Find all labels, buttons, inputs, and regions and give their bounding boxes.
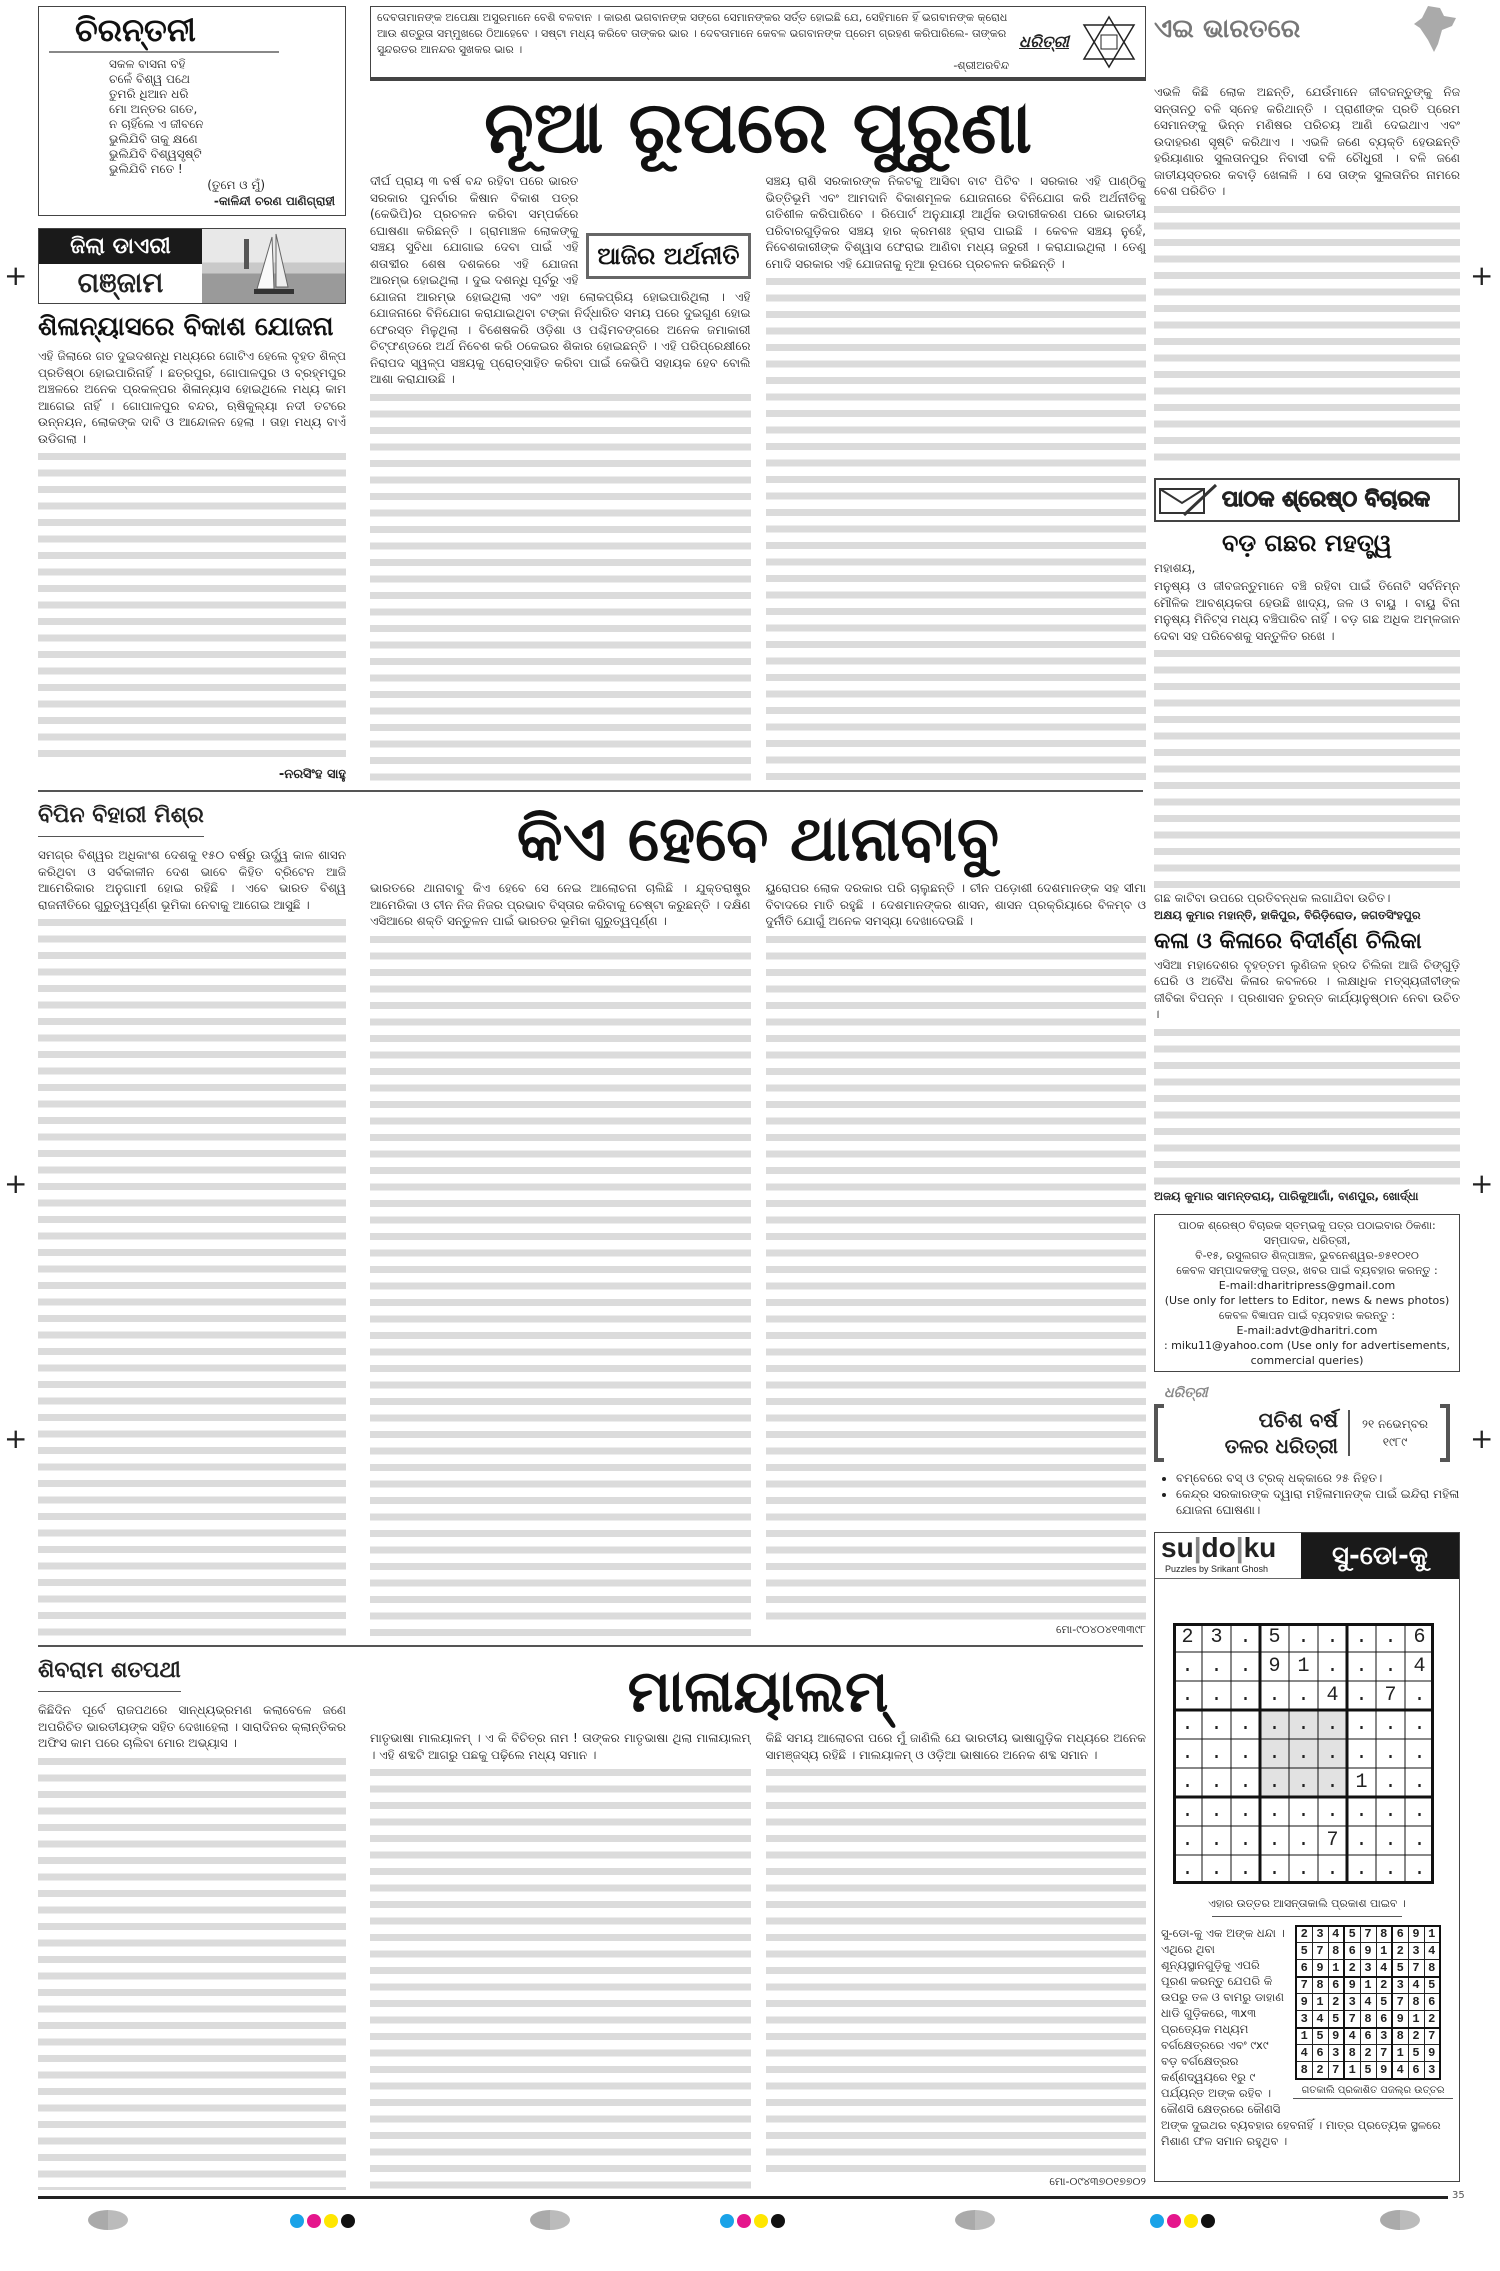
solution-cell: 3 [1360,1960,1376,1977]
section-divider [38,1645,1143,1647]
solution-cell: 3 [1328,2045,1344,2062]
inset-title: ଆଜିର ଅର୍ଥନୀତି [597,242,740,270]
district-diary-label: ଜିଲା ଡାଏରୀ [39,229,202,264]
color-registration-dot [324,2214,338,2228]
story2-main [370,798,1146,1638]
poem-line: ନ ଚାହିଁଲେ ଏ ଜୀବନେ [109,117,204,131]
color-registration-dot [290,2214,304,2228]
brand-do: do [1201,1531,1236,1563]
cmyk-marks [1150,2213,1218,2232]
solution-cell: 4 [1392,2062,1408,2079]
poem-line: ସକଳ ବାସନା ବହି [109,57,186,71]
solution-cell: 3 [1376,2028,1392,2045]
solution-cell: 7 [1392,1994,1408,2011]
solution-cell: 6 [1328,1977,1344,1994]
right-intro-column [1154,84,1460,470]
poem-line: ମୋ ଅନ୍ତର ଗତେ, [109,102,198,116]
solution-cell: 8 [1328,1943,1344,1960]
solution-cell: 3 [1392,1977,1408,1994]
solution-cell: 1 [1296,2028,1312,2045]
story2-byline: ବିପିନ ବିହାରୀ ମିଶ୍ର [38,800,204,837]
letter1-closing: ଗଛ କାଟିବା ଉପରେ ପ୍ରତିବନ୍ଧକ ଲଗାଯିବା ଉଚିତ। [1154,891,1391,906]
solution-cell: 5 [1328,2011,1344,2028]
sudoku-row[interactable]: .....7... [1181,1828,1443,1852]
color-registration-dot [1150,2214,1164,2228]
solution-cell: 7 [1312,1943,1328,1960]
color-registration-dot [737,2214,751,2228]
solution-cell: 9 [1328,2028,1344,2045]
column-logo-text: ଏଇ ଭାରତରେ [1154,13,1301,44]
story2-left [38,800,346,1638]
contact-line: ବି-୧୫, ରସୁଲଗଡ ଶିଳ୍ପାଞ୍ଚଳ, ଭୁବନେଶ୍ୱର-୭୫୧୦୧୦ [1195,1248,1419,1262]
solution-cell: 5 [1392,1960,1408,1977]
star-emblem-icon [1079,15,1139,69]
solution-cell: 3 [1296,2011,1312,2028]
solution-cell: 8 [1312,1977,1328,1994]
story3-headline: ମାଳାୟାଲମ୍ [627,1657,889,1725]
sudoku-grid [1173,1623,1443,1884]
solution-cell: 9 [1376,2062,1392,2079]
crop-mark: + [4,1167,28,1200]
solution-cell: 8 [1344,2045,1360,2062]
letters-title: ପାଠକ ଶ୍ରେଷ୍ଠ ବିଚାରକ [1222,487,1431,513]
poem-source: (ତୁମେ ଓ ମୁଁ) [207,178,265,192]
solution-cell: 6 [1392,1926,1408,1943]
solution-cell: 5 [1344,1926,1360,1943]
letter2-body: ଏସିଆ ମହାଦେଶର ବୃହତ୍ତମ ଲୁଣିଜଳ ହ୍ରଦ ଚିଲିକା ଆଜି ଚିଙ୍ଗୁଡ଼ି ଘେରି ଓ ଅବୈଧ କିଳାର କବଳରେ । ଲକ୍ଷାଧିକ ମତ୍ସ୍ୟଜୀବୀଙ୍କ ଜୀବିକା ବିପନ୍ନ । ପ୍ରଶାସନ ତୁରନ୍ତ କାର୍ଯ୍ୟାନୁଷ୍ଠାନ ନେବା ଉଚିତ । [1154,957,1460,1022]
solution-cell: 8 [1424,1960,1440,1977]
sudoku-row[interactable]: .....4.7. [1181,1683,1443,1707]
lead-column-1-flow [370,173,751,390]
solution-cell: 8 [1360,2011,1376,2028]
solution-cell: 7 [1424,2028,1440,2045]
sudoku-row[interactable]: ......1.. [1181,1770,1443,1794]
contact-box [1154,1214,1460,1372]
archive-brand: ଧରିତ୍ରୀ [1164,1384,1208,1401]
lead-column-1 [370,173,751,784]
solution-cell: 9 [1296,1994,1312,2011]
quote-attribution: -ଶ୍ରୀଅରବିନ୍ଦ [953,59,1010,72]
letter1-body: ମନୁଷ୍ୟ ଓ ଜୀବଜନ୍ତୁମାନେ ବଞ୍ଚି ରହିବା ପାଇଁ ତିନୋଟି ସର୍ବନିମ୍ନ ମୌଳିକ ଆବଶ୍ୟକତା ହେଉଛି ଖାଦ୍ୟ, ଜଳ ଓ ବାୟୁ । ବାୟୁ ବିନା ମନୁଷ୍ୟ ମିନିଟ୍ସ ମଧ୍ୟ ବଞ୍ଚିପାରିବ ନାହିଁ । ବଡ଼ ଗଛ ଅଧିକ ଅମ୍ଳଜାନ ଦେବା ସହ ପରିବେଶକୁ ସନ୍ତୁଳିତ ରଖେ । [1154,579,1460,643]
right-intro-body: ଏଭଳି କିଛି ଲୋକ ଅଛନ୍ତି, ଯେଉଁମାନେ ଜୀବଜନ୍ତୁଙ୍କୁ ନିଜ ସନ୍ତାନଠୁ ବଳି ସ୍ନେହ କରିଥାନ୍ତି । ପ୍ରାଣୀଙ୍କ ପ୍ରତି ପ୍ରେମ ସେମାନଙ୍କୁ ଭିନ୍ନ ମଣିଷର ପରିଚୟ ଆଣି ଦେଇଥାଏ ଏବଂ ଉଦାହରଣ ସୃଷ୍ଟି କରିଥାଏ । ଏଭଳି ଜଣେ ବ୍ୟକ୍ତି ହେଉଛନ୍ତି ହରିୟାଣାର ସୁଲତାନପୁର ନିବାସୀ ବଳି ଚୌଧୁରୀ । ବଳି ଜଣେ ଜାତୀୟସ୍ତରର କବାଡ଼ି ଖେଳାଳି । ସେ ତାଙ୍କ ସୁଲତାନିର ନାମରେ ବେଶ ପରିଚିତ । [1154,85,1460,198]
solution-cell: 4 [1344,2028,1360,2045]
story3-phone: ମୋ-୦୯୪୩୭୦୧୭୭୦୨ [1049,2175,1146,2188]
sudoku-credit: Puzzles by Srikant Ghosh [1165,1563,1269,1574]
solution-cell: 1 [1344,2062,1360,2079]
brand-su: su [1161,1531,1194,1563]
district-diary-banner [38,228,346,304]
solution-cell: 7 [1376,2045,1392,2062]
lead-section [370,6,1146,784]
bracket-right [1440,1404,1450,1462]
lead-body-1: ଦୀର୍ଘ ପ୍ରାୟ ୩ ବର୍ଷ ବନ୍ଦ ରହିବା ପରେ ଭାରତ ସରକାର ପୁନର୍ବାର କିଷାନ ବିକାଶ ପତ୍ର (କେଭିପି)ର ପ୍ରଚଳନ କରିବା ସମ୍ପର୍କରେ ଘୋଷଣା କରିଛନ୍ତି । ଗ୍ରାମାଞ୍ଚଳ ଲୋକଙ୍କୁ ସଞ୍ଚୟ ସୁବିଧା ଯୋଗାଇ ଦେବା ପାଇଁ ଏହି ଶତାବ୍ଦୀର ଶେଷ ଦଶକରେ ଏହି ଯୋଜନା ଆରମ୍ଭ ହୋଇଥିଲା । ଦୁଇ ଦଶନ୍ଧି ପୂର୍ବରୁ ଏହି ଯୋଜନା ଆରମ୍ଭ ହୋଇଥିଲା ଏବଂ ଏହା ଲୋକପ୍ରିୟ ହୋଇପାରିଥିଲା । ଏହି ଯୋଜନାରେ ବିନିଯୋଗ କରାଯାଇଥିବା ଟଙ୍କା ନିର୍ଦ୍ଧାରିତ ସମୟ ପରେ ଦୁଇଗୁଣ ହୋଇ ଫେରସ୍ତ ମିଳୁଥିଲା । ବିଶେଷକରି ଓଡ଼ିଶା ଓ ପଶ୍ଚିମବଙ୍ଗରେ ଅନେକ ଜମାକାରୀ ଚିଟ୍‌ଫଣ୍ଡରେ ଅର୍ଥ ନିବେଶ କରି ଠକେଇର ଶିକାର ହୋଇଛନ୍ତି । ଏହି ପରିପ୍ରେକ୍ଷୀରେ ନିରାପଦ ସ୍ୱଳ୍ପ ସଞ୍ଚୟକୁ ପ୍ରୋତ୍ସାହିତ କରିବା ପାଇଁ କେଭିପି ସହାୟକ ହେବ ବୋଲି ଆଶା କରାଯାଉଛି । [370,174,751,386]
solution-cell: 2 [1392,1943,1408,1960]
letter2-headline: କଳା ଓ କିଳାରେ ବିଦୀର୍ଣ୍ଣ ଚିଲିକା [1154,928,1422,954]
story3-column-3 [766,1730,1147,2190]
archive-title-1: ପଚିଶ ବର୍ଷ [1258,1407,1338,1432]
solution-cell: 6 [1360,2028,1376,2045]
district-headline: ଶିଳାନ୍ୟାସରେ ବିକାଶ ଯୋଜନା [38,312,334,342]
archive-titles [1164,1407,1348,1459]
archive-date-1: ୨୧ ନଭେମ୍ବର [1361,1416,1429,1431]
registration-mark [530,2210,570,2230]
solution-cell: 7 [1408,1960,1424,1977]
solution-cell: 2 [1424,2011,1440,2028]
solution-cell: 6 [1296,1960,1312,1977]
crop-mark: + [4,1422,28,1455]
page-bottom-rule [38,2196,1448,2199]
solution-cell: 1 [1376,1943,1392,1960]
solution-cell: 8 [1392,2028,1408,2045]
solution-cell: 6 [1312,2045,1328,2062]
solution-cell: 4 [1360,1994,1376,2011]
solution-cell: 9 [1392,2011,1408,2028]
story3-column-1 [38,1702,346,2190]
solution-cell: 1 [1392,2045,1408,2062]
sudoku-row[interactable]: ......... [1181,1712,1443,1736]
color-registration-dot [771,2214,785,2228]
sudoku-lower [1155,1917,1459,2149]
poem-line: ତୁମରି ଧିଆନ ଧରି [109,87,189,101]
poem-author: -କାଳିନ୍ଦୀ ଚରଣ ପାଣିଗ୍ରାହୀ [213,194,335,208]
district-author: -ନରସିଂହ ସାହୁ [278,767,346,782]
solution-cell: 9 [1360,1943,1376,1960]
story3-body-3: କିଛି ସମୟ ଆଲୋଚନା ପରେ ମୁଁ ଜାଣିଲି ଯେ ଭାରତୀୟ ଭାଷାଗୁଡ଼ିକ ମଧ୍ୟରେ ଅନେକ ସାମଞ୍ଜସ୍ୟ ରହିଛି । ମାଲୟାଳମ୍ ଓ ଓଡ଼ିଆ ଭାଷାରେ ଅନେକ ଶବ୍ଦ ସମାନ । [765,1731,1146,1762]
solution-cell: 2 [1296,1926,1312,1943]
archive-dates [1350,1415,1440,1451]
solution-cell: 2 [1376,1977,1392,1994]
contact-line: : miku11@yahoo.com (Use only for advertisements, commercial queries) [1163,1338,1451,1367]
contact-line: ସମ୍ପାଦକ, ଧରିତ୍ରୀ, [1263,1233,1351,1247]
letter1-sender: ଅକ୍ଷୟ କୁମାର ମହାନ୍ତି, ହାକିପୁର, ବିରିଡ଼ିରୋଡ, ଜଗତସିଂହପୁର [1154,907,1421,922]
contact-line: E-mail:dharitripress@gmail.com [1218,1278,1396,1292]
contact-line: E-mail:advt@dharitri.com [1236,1323,1378,1337]
solution-cell: 6 [1376,2011,1392,2028]
section-divider [38,790,1143,792]
solution-cell: 6 [1344,1943,1360,1960]
poem-line: ଭୁଲିଯିବି ବିଶ୍ୱସୃଷ୍ଟି [109,147,202,161]
solution-cell: 3 [1408,1943,1424,1960]
solution-cell: 2 [1344,1960,1360,1977]
solution-cell: 2 [1408,2028,1424,2045]
district-column [38,348,346,762]
cmyk-marks [290,2213,358,2232]
quote-content [377,10,1009,74]
archive-box [1154,1384,1460,1464]
letter2-sender: ଅଜୟ କୁମାର ସାମନ୍ତରାୟ, ପାରିକୁଆଗାଁ, ବାଣପୁର, ଖୋର୍ଦ୍ଧା [1154,1188,1419,1203]
story2-body-3: ୟୁରୋପର ଲୋକ ଦରକାର ପରି ଚାଲୁଛନ୍ତି । ଚୀନ ପଡ଼ୋଶୀ ଦେଶମାନଙ୍କ ସହ ସୀମା ବିବାଦରେ ମାତି ରହୁଛି । ଦେଶମାନଙ୍କର ଶାସନ, ଶାସନ ପ୍ରକ୍ରିୟାରେ ବିଳମ୍ବ ଓ ଦୁର୍ନୀତି ଯୋଗୁଁ ଅନେକ ସମସ୍ୟା ଦେଖାଦେଉଛି । [765,881,1146,928]
archive-bullet: • ବମ୍ବେରେ ବସ୍ ଓ ଟ୍ରକ୍ ଧକ୍କାରେ ୨୫ ନିହତ। [1176,1470,1460,1486]
story3-body-1: କିଛିଦିନ ପୂର୍ବେ ରାଜପଥରେ ସାନ୍ଧ୍ୟଭ୍ରମଣ କଲାବେଳେ ଜଣେ ଅପରିଚିତ ଭାରତୀୟଙ୍କ ସହିତ ଦେଖାହେଲା । ସାରାଦିନର କ୍ଲାନ୍ତିକର ଅଫିସ କାମ ପରେ ଚାଲିବା ମୋର ଅଭ୍ୟାସ । [38,1703,346,1750]
solution-cell: 4 [1328,1926,1344,1943]
solution-cell: 2 [1312,2062,1328,2079]
cmyk-marks [720,2213,788,2232]
story3-byline: ଶିବରାମ ଶତପଥୀ [38,1655,181,1692]
story2-column-3 [766,880,1147,1638]
envelope-pen-icon [1158,483,1218,517]
solution-cell: 5 [1424,1977,1440,1994]
solution-cell: 6 [1424,1994,1440,2011]
color-registration-dot [754,2214,768,2228]
solution-cell: 8 [1296,2062,1312,2079]
left-top-column [38,6,346,784]
letter1-headline: ବଡ଼ ଗଛର ମହତ୍ତ୍ୱ [1222,528,1392,557]
sudoku-box [1154,1532,1460,2182]
bracket-left [1154,1404,1164,1462]
solution-cell: 4 [1312,2011,1328,2028]
contact-line: କେବଳ ବିଜ୍ଞାପନ ପାଇଁ ବ୍ୟବହାର କରନ୍ତୁ : [1218,1308,1396,1322]
solution-cell: 1 [1328,1960,1344,1977]
story2-column-2 [370,880,751,1638]
color-registration-dot [307,2214,321,2228]
color-registration-dot [720,2214,734,2228]
sudoku-row[interactable]: ......... [1181,1799,1443,1823]
sudoku-brand: su|do|ku Puzzles by Srikant Ghosh [1155,1533,1301,1579]
sudoku-solution-block [1293,1925,1453,2099]
dharitri-logo: ଧରିତ୍ରୀ [1019,32,1069,51]
sudoku-instructions: ସୁ-ଡୋ-କୁ ଏକ ଅଙ୍କ ଧନ୍ଦା । ଏଥିରେ ଥିବା ଶୂନ୍ୟସ୍ଥାନଗୁଡ଼ିକୁ ଏପରି ପୂରଣ କରନ୍ତୁ ଯେପରି କି ଉପରୁ ତଳ ଓ ବାମରୁ ଡାହାଣ ଧାଡି ଗୁଡ଼ିକରେ, ୩x୩ ପ୍ରତ୍ୟେକ ମଧ୍ୟମ ବର୍ଗକ୍ଷେତ୍ରରେ ଏବଂ ୯x୯ ବଡ଼ ବର୍ଗକ୍ଷେତ୍ରର କର୍ଣ୍ଣଦ୍ୱୟରେ ୧ରୁ ୯ ପର୍ଯ୍ୟନ୍ତ ଅଙ୍କ ରହିବ । କୌଣସି କ୍ଷେତ୍ରରେ କୌଣସି ଅଙ୍କ ଦୁଇଥର ବ୍ୟବହାର ହେବନାହିଁ । ମାତ୍ର ପ୍ରତ୍ୟେକ ସ୍ଥଳରେ ମିଶାଣ ଫଳ ସମାନ ରହୁଥିବ । [1161,1925,1441,2148]
solution-cell: 5 [1376,1994,1392,2011]
story2-body-1: ସମଗ୍ର ବିଶ୍ୱର ଅଧିକାଂଶ ଦେଶକୁ ୧୫୦ ବର୍ଷରୁ ଊର୍ଦ୍ଧ୍ୱ କାଳ ଶାସନ କରିଥିବା ଓ ସର୍ବକାଳୀନ ଦେଶ ଭାବେ କିହିତ ବ୍ରିଟେନ ଆଜି ଆମେରିକାର ଅନୁଗାମୀ ହୋଇ ରହିଛି । ଏବେ ଭାରତ ବିଶ୍ୱ ରାଜନୀତିରେ ଗୁରୁତ୍ୱପୂର୍ଣ୍ଣ ଭୂମିକା ନେବାକୁ ଆଗେଇ ଆସୁଛି । [38,848,346,912]
solution-cell: 5 [1296,1943,1312,1960]
sudoku-row[interactable]: ......... [1181,1741,1443,1765]
story3-columns [370,1730,1146,2190]
sudoku-row[interactable]: ......... [1181,1857,1443,1881]
solution-cell: 4 [1296,2045,1312,2062]
brand-ku: ku [1243,1531,1277,1563]
lead-column-2 [766,173,1147,784]
lead-headline: ନୂଆ ରୂପରେ ପୁରୁଣା [484,85,1032,169]
color-registration-dot [1167,2214,1181,2228]
contact-line: (Use only for letters to Editor, news & news photos) [1164,1293,1450,1307]
ei-bharatare-logo [1154,4,1460,54]
sailboat-photo [202,229,345,303]
solution-cell: 7 [1344,2011,1360,2028]
poem-title: ଚିରନ୍ତନୀ [49,9,279,53]
story2-columns [370,880,1146,1638]
registration-mark [88,2210,128,2230]
color-registration-dot [1201,2214,1215,2228]
district-body: ଏହି ଜିଲାରେ ଗତ ଦୁଇଦଶନ୍ଧି ମଧ୍ୟରେ ଗୋଟିଏ ହେଲେ ବୃହତ ଶିଳ୍ପ ପ୍ରତିଷ୍ଠା ହୋଇପାରିନାହିଁ । ଛତ୍ରପୁର, ଗୋପାଳପୁର ଓ ବ୍ରହ୍ମପୁର ଅଞ୍ଚଳରେ ଅନେକ ପ୍ରକଳ୍ପର ଶିଳାନ୍ୟାସ ହୋଇଥିଲେ ମଧ୍ୟ କାମ ଆଗେଇ ନାହିଁ । ଗୋପାଳପୁର ବନ୍ଦର, ଋଷିକୁଲ୍ୟା ନଦୀ ତଟରେ ଉନ୍ନୟନ, ଲୋକଙ୍କ ଦାବି ଓ ଆନ୍ଦୋଳନ ହେଲା । ତାହା ମଧ୍ୟ ବାଏଁ ଉଡିଗଲା । [38,349,346,446]
district-name: ଗଞ୍ଜାମ [77,266,164,299]
solution-cell: 7 [1328,2062,1344,2079]
color-registration-dot [341,2214,355,2228]
registration-mark [1380,2210,1420,2230]
crop-mark: + [4,259,28,292]
solution-cell: 7 [1360,1926,1376,1943]
story3-main [370,1652,1146,2190]
poem-line: ଚଳେଁ ବିଶ୍ୱ ପଥେ [109,72,190,86]
lead-body-2: ସଞ୍ଚୟ ରାଶି ସରକାରଙ୍କ ନିକଟକୁ ଆସିବା ବାଟ ପିଟିବ । ସରକାର ଏହି ପାଣ୍ଠିକୁ ଭିତ୍ତିଭୂମି ଏବଂ ଆମଦାନି ବିକାଶମୂଳକ ଯୋଜନାରେ ବିନିଯୋଗ କରି ଅର୍ଥନୀତିକୁ ଗତିଶୀଳ କରିପାରିବେ । ରିପୋର୍ଟ ଅନୁଯାୟୀ ଆର୍ଥିକ ଉଦାରୀକରଣ ପରେ ଭାରତୀୟ ପରିବାରଗୁଡ଼ିକର ସଞ୍ଚୟ ହାର କ୍ରମଶଃ ହ୍ରାସ ପାଇଛି । କେବଳ ସଞ୍ଚୟ ନୁହେଁ, ନିବେଶକାରୀଙ୍କ ବିଶ୍ୱାସ ଫେରାଇ ଆଣିବା ମଧ୍ୟ ଜରୁରୀ । କରାଯାଇଥିଲା । ତେଣୁ ମୋଦି ସରକାର ଏହି ଯୋଜନାକୁ ନୂଆ ରୂପରେ ପ୍ରଚଳନ କରିଛନ୍ତି । [765,174,1146,271]
crop-mark: + [1470,259,1494,292]
letter2-column [1154,957,1460,1188]
sudoku-row[interactable]: ...91...4 [1181,1654,1443,1678]
solution-cell: 6 [1408,2062,1424,2079]
right-column [1154,4,1460,2182]
poem-lines [49,53,335,177]
poem-line: ଭୁଲିଯିବି ତାକୁ କ୍ଷଣେ [109,132,198,146]
contact-lines [1159,1218,1455,1368]
archive-title-2: ତଳର ଧରିତ୍ରୀ [1224,1433,1338,1458]
crop-mark: + [1470,1422,1494,1455]
letter1-column [1154,560,1460,891]
solution-cell: 2 [1360,2045,1376,2062]
sudoku-solution-grid [1295,1925,1441,2080]
solution-cell: 7 [1296,1977,1312,1994]
solution-cell: 2 [1328,1994,1344,2011]
solution-cell: 1 [1408,2011,1424,2028]
story2-phone: ମୋ-୯୦୪୦୪୧୩୩୯୮ [1056,1623,1146,1636]
solution-cell: 8 [1408,1994,1424,2011]
story3-column-2 [370,1730,751,2190]
archive-bullets [1154,1470,1460,1518]
contact-line: କେବଳ ସମ୍ପାଦକଙ୍କୁ ପତ୍ର, ଖବର ପାଇଁ ବ୍ୟବହାର କରନ୍ତୁ : [1176,1263,1438,1277]
solution-cell: 1 [1424,1926,1440,1943]
story2-column-1 [38,847,346,1638]
solution-cell: 8 [1376,1926,1392,1943]
solution-cell: 5 [1360,2062,1376,2079]
solution-cell: 9 [1424,2045,1440,2062]
contact-line: ପାଠକ ଶ୍ରେଷ୍ଠ ବିଚାରକ ସ୍ତମ୍ଭକୁ ପତ୍ର ପଠାଇବାର ଠିକଣା: [1178,1218,1436,1232]
solution-cell: 9 [1312,1960,1328,1977]
solution-cell: 3 [1344,1994,1360,2011]
color-registration-dot [1184,2214,1198,2228]
registration-mark [955,2210,995,2230]
quote-box [370,6,1146,81]
solution-cell: 9 [1408,1926,1424,1943]
solution-cell: 9 [1344,1977,1360,1994]
inset-box [586,233,750,279]
india-map-icon [1410,4,1460,54]
solution-cell: 4 [1376,1960,1392,1977]
poem-line: ଭୁଲିଯିବି ମତେ ! [109,162,183,176]
district-diary-labels [39,229,202,303]
lead-columns [370,173,1146,784]
page-number: 35 [1452,2190,1465,2201]
letter1-salutation: ମହାଶୟ, [1154,560,1196,575]
solution-cell: 3 [1312,1926,1328,1943]
poem-box [38,6,346,216]
solution-cell: 4 [1424,1943,1440,1960]
story2-headline: କିଏ ହେବେ ଥାନାବାବୁ [516,802,1000,875]
story2-body-2: ଭାରତରେ ଥାନାବାବୁ କିଏ ହେବେ ସେ ନେଇ ଆଲୋଚନା ଚାଲିଛି । ଯୁକ୍ତରାଷ୍ଟ୍ର ଆମେରିକା ଓ ଚୀନ ନିଜ ନିଜର ପ୍ରଭାବ ବିସ୍ତାର କରିବାକୁ ଚେଷ୍ଟା କରୁଛନ୍ତି । ଦକ୍ଷିଣ ଏସିଆରେ ଶକ୍ତି ସନ୍ତୁଳନ ପାଇଁ ଭାରତର ଭୂମିକା ଗୁରୁତ୍ୱପୂର୍ଣ୍ଣ । [370,881,751,928]
solution-cell: 1 [1360,1977,1376,1994]
story3-body-2: ମାତୃଭାଷା ମାଲୟାଳମ୍ । ଏ କି ବିଚିତ୍ର ନାମ ! ତାଙ୍କର ମାତୃଭାଷା ଥିଲା ମାଳାୟାଲମ୍ । ଏହି ଶବ୍ଦଟି ଆଗରୁ ପଛକୁ ପଢ଼ିଲେ ମଧ୍ୟ ସମାନ । [370,1731,751,1762]
quote-text: ଦେବତାମାନଙ୍କ ଅପେକ୍ଷା ଅସୁରମାନେ ବେଶି ବଳବାନ । କାରଣ ଭଗବାନଙ୍କ ସଙ୍ଗେ ସେମାନଙ୍କର ସର୍ତ୍ତ ହୋଇଛି ଯେ, ସେହିମାନେ ହିଁ ଭଗବାନଙ୍କ କ୍ରୋଧ ଆଉ ଶତ୍ରୁତା ସମ୍ମୁଖରେ ଠିଆହେବେ । ସଷ୍ଟା ମଧ୍ୟ କରିବେ ତାଙ୍କର ଭାର । ଦେବତାମାନେ କେବଳ ଭଗବାନଙ୍କ ପ୍ରେମ ଗ୍ରହଣ କରିପାରିଲେ- ତାଙ୍କର ସୁନ୍ଦରତର ଆନନ୍ଦର ସୁଖକର ଭାର । [377,11,1008,56]
solution-cell: 4 [1408,1977,1424,1994]
sudoku-header [1155,1533,1459,1579]
crop-mark: + [1470,1167,1494,1200]
sudoku-row[interactable]: 23.5....6 [1181,1625,1443,1649]
archive-bullet: • କେନ୍ଦ୍ର ସରକାରଙ୍କ ଦ୍ୱାରା ମହିଳାମାନଙ୍କ ପାଇଁ ଇନ୍ଦିରା ମହିଳା ଯୋଜନା ଘୋଷଣା। [1176,1486,1460,1518]
archive-date-2: ୧୯୮୯ [1382,1434,1408,1449]
letters-banner [1154,478,1460,522]
solution-cell: 5 [1408,2045,1424,2062]
sudoku-solution-label: ଗତକାଲି ପ୍ରକାଶିତ ପଜଲ୍‌ର ଉତ୍ତର [1293,2084,1453,2099]
solution-cell: 5 [1312,2028,1328,2045]
sudoku-title: ସୁ-ଡୋ-କୁ [1301,1533,1459,1579]
solution-cell: 1 [1312,1994,1328,2011]
story3-left [38,1655,346,2190]
archive-banner [1154,1402,1460,1464]
sudoku-answer-note: ଏହାର ଉତ୍ତର ଆସନ୍ତାକାଲି ପ୍ରକାଶ ପାଇବ । [1208,1896,1406,1910]
solution-cell: 3 [1424,2062,1440,2079]
